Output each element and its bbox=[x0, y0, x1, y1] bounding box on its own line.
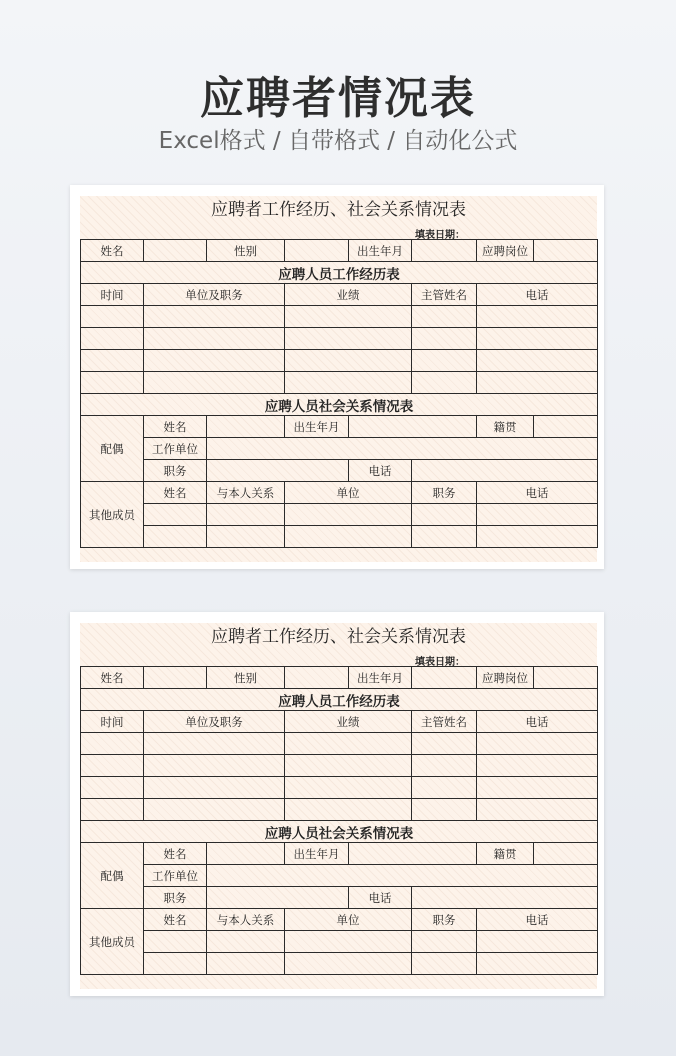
work-time-cell[interactable] bbox=[81, 799, 144, 821]
birth-value-cell[interactable] bbox=[412, 240, 477, 262]
position-value-cell[interactable] bbox=[534, 667, 598, 689]
spouse-name-label: 姓名 bbox=[144, 843, 207, 865]
work-supervisor-cell[interactable] bbox=[412, 755, 477, 777]
others-entry-row bbox=[81, 526, 598, 548]
work-performance-cell[interactable] bbox=[285, 328, 412, 350]
work-header-time: 时间 bbox=[81, 284, 144, 306]
others-header-phone: 电话 bbox=[477, 482, 598, 504]
spouse-name-cell[interactable] bbox=[207, 416, 285, 438]
others-relation-cell[interactable] bbox=[207, 953, 285, 975]
work-supervisor-cell[interactable] bbox=[412, 777, 477, 799]
page-subtitle: Excel格式 / 自带格式 / 自动化公式 bbox=[158, 128, 518, 154]
work-unit-cell[interactable] bbox=[144, 777, 285, 799]
work-entry-row bbox=[81, 733, 598, 755]
spouse-name-cell[interactable] bbox=[207, 843, 285, 865]
others-header-relation: 与本人关系 bbox=[207, 482, 285, 504]
work-phone-cell[interactable] bbox=[477, 777, 598, 799]
spouse-row-3 bbox=[81, 460, 598, 482]
spouse-phone-cell[interactable] bbox=[412, 460, 598, 482]
spreadsheet-sheet bbox=[80, 623, 597, 989]
others-label: 其他成员 bbox=[81, 482, 144, 548]
birth-label: 出生年月 bbox=[349, 240, 412, 262]
position-value-cell[interactable] bbox=[534, 240, 598, 262]
work-entry-row bbox=[81, 350, 598, 372]
others-label: 其他成员 bbox=[81, 909, 144, 975]
gender-label: 性别 bbox=[207, 667, 285, 689]
spouse-native-label: 籍贯 bbox=[477, 416, 534, 438]
work-entry-row bbox=[81, 777, 598, 799]
spouse-label: 配偶 bbox=[81, 416, 144, 482]
form-table bbox=[80, 666, 598, 975]
spouse-workplace-label: 工作单位 bbox=[144, 865, 207, 887]
spouse-row-2 bbox=[81, 865, 598, 887]
spouse-phone-label: 电话 bbox=[349, 460, 412, 482]
work-performance-cell[interactable] bbox=[285, 755, 412, 777]
page-title: 应聘者情况表 bbox=[200, 73, 476, 124]
fill-date-label: 填表日期： bbox=[415, 230, 465, 241]
spouse-phone-label: 电话 bbox=[349, 887, 412, 909]
work-time-cell[interactable] bbox=[81, 328, 144, 350]
spouse-native-label: 籍贯 bbox=[477, 843, 534, 865]
work-header-performance: 业绩 bbox=[285, 284, 412, 306]
others-header-name: 姓名 bbox=[144, 909, 207, 931]
spouse-duty-cell[interactable] bbox=[207, 887, 349, 909]
spouse-birth-label: 出生年月 bbox=[285, 416, 349, 438]
spouse-workplace-cell[interactable] bbox=[207, 865, 598, 887]
work-phone-cell[interactable] bbox=[477, 372, 598, 394]
spouse-duty-label: 职务 bbox=[144, 460, 207, 482]
work-unit-cell[interactable] bbox=[144, 350, 285, 372]
others-entry-row bbox=[81, 953, 598, 975]
work-header-unit-duty: 单位及职务 bbox=[144, 284, 285, 306]
others-name-cell[interactable] bbox=[144, 526, 207, 548]
others-header-name: 姓名 bbox=[144, 482, 207, 504]
form-preview-card bbox=[70, 185, 604, 569]
others-duty-cell[interactable] bbox=[412, 526, 477, 548]
work-supervisor-cell[interactable] bbox=[412, 733, 477, 755]
others-phone-cell[interactable] bbox=[477, 931, 598, 953]
others-relation-cell[interactable] bbox=[207, 526, 285, 548]
others-header-relation: 与本人关系 bbox=[207, 909, 285, 931]
work-supervisor-cell[interactable] bbox=[412, 328, 477, 350]
spouse-phone-cell[interactable] bbox=[412, 887, 598, 909]
others-name-cell[interactable] bbox=[144, 953, 207, 975]
work-time-cell[interactable] bbox=[81, 733, 144, 755]
others-name-cell[interactable] bbox=[144, 504, 207, 526]
work-header-phone: 电话 bbox=[477, 711, 598, 733]
others-unit-cell[interactable] bbox=[285, 526, 412, 548]
spouse-label: 配偶 bbox=[81, 843, 144, 909]
spouse-row-3 bbox=[81, 887, 598, 909]
others-header-phone: 电话 bbox=[477, 909, 598, 931]
spouse-birth-cell[interactable] bbox=[349, 843, 477, 865]
social-section-row bbox=[81, 821, 598, 843]
others-unit-cell[interactable] bbox=[285, 931, 412, 953]
spouse-workplace-label: 工作单位 bbox=[144, 438, 207, 460]
others-unit-cell[interactable] bbox=[285, 504, 412, 526]
work-time-cell[interactable] bbox=[81, 306, 144, 328]
social-section-title: 应聘人员社会关系情况表 bbox=[81, 394, 598, 416]
position-label: 应聘岗位 bbox=[477, 667, 534, 689]
work-performance-cell[interactable] bbox=[285, 777, 412, 799]
others-header-duty: 职务 bbox=[412, 482, 477, 504]
name-value-cell[interactable] bbox=[144, 667, 207, 689]
sheet-title: 应聘者工作经历、社会关系情况表 bbox=[211, 627, 466, 647]
work-phone-cell[interactable] bbox=[477, 328, 598, 350]
others-phone-cell[interactable] bbox=[477, 526, 598, 548]
work-time-cell[interactable] bbox=[81, 777, 144, 799]
spouse-birth-cell[interactable] bbox=[349, 416, 477, 438]
work-time-cell[interactable] bbox=[81, 372, 144, 394]
work-unit-cell[interactable] bbox=[144, 733, 285, 755]
spouse-native-cell[interactable] bbox=[534, 843, 598, 865]
info-row bbox=[81, 667, 598, 689]
others-entry-row bbox=[81, 504, 598, 526]
gender-value-cell[interactable] bbox=[285, 667, 349, 689]
position-label: 应聘岗位 bbox=[477, 240, 534, 262]
work-section-row bbox=[81, 262, 598, 284]
others-duty-cell[interactable] bbox=[412, 504, 477, 526]
work-phone-cell[interactable] bbox=[477, 350, 598, 372]
sheet-title: 应聘者工作经历、社会关系情况表 bbox=[211, 200, 466, 220]
spouse-duty-label: 职务 bbox=[144, 887, 207, 909]
work-supervisor-cell[interactable] bbox=[412, 306, 477, 328]
work-supervisor-cell[interactable] bbox=[412, 372, 477, 394]
work-entry-row bbox=[81, 799, 598, 821]
social-section-title: 应聘人员社会关系情况表 bbox=[81, 821, 598, 843]
work-supervisor-cell[interactable] bbox=[412, 350, 477, 372]
others-relation-cell[interactable] bbox=[207, 504, 285, 526]
social-section-row bbox=[81, 394, 598, 416]
work-section-row bbox=[81, 689, 598, 711]
birth-value-cell[interactable] bbox=[412, 667, 477, 689]
work-time-cell[interactable] bbox=[81, 350, 144, 372]
work-entry-row bbox=[81, 306, 598, 328]
work-header-unit-duty: 单位及职务 bbox=[144, 711, 285, 733]
work-performance-cell[interactable] bbox=[285, 350, 412, 372]
work-entry-row bbox=[81, 328, 598, 350]
others-header-unit: 单位 bbox=[285, 909, 412, 931]
work-entry-row bbox=[81, 755, 598, 777]
others-header-unit: 单位 bbox=[285, 482, 412, 504]
spouse-workplace-cell[interactable] bbox=[207, 438, 598, 460]
name-label: 姓名 bbox=[81, 240, 144, 262]
work-unit-cell[interactable] bbox=[144, 328, 285, 350]
work-phone-cell[interactable] bbox=[477, 306, 598, 328]
spouse-name-label: 姓名 bbox=[144, 416, 207, 438]
work-header-supervisor: 主管姓名 bbox=[412, 711, 477, 733]
work-header-row bbox=[81, 711, 598, 733]
spouse-native-cell[interactable] bbox=[534, 416, 598, 438]
work-header-supervisor: 主管姓名 bbox=[412, 284, 477, 306]
form-preview-card bbox=[70, 612, 604, 996]
work-header-time: 时间 bbox=[81, 711, 144, 733]
work-performance-cell[interactable] bbox=[285, 372, 412, 394]
work-header-row bbox=[81, 284, 598, 306]
work-header-performance: 业绩 bbox=[285, 711, 412, 733]
work-phone-cell[interactable] bbox=[477, 799, 598, 821]
work-performance-cell[interactable] bbox=[285, 306, 412, 328]
work-section-title: 应聘人员工作经历表 bbox=[81, 689, 598, 711]
work-supervisor-cell[interactable] bbox=[412, 799, 477, 821]
birth-label: 出生年月 bbox=[349, 667, 412, 689]
work-phone-cell[interactable] bbox=[477, 755, 598, 777]
others-phone-cell[interactable] bbox=[477, 504, 598, 526]
gender-value-cell[interactable] bbox=[285, 240, 349, 262]
work-performance-cell[interactable] bbox=[285, 799, 412, 821]
others-relation-cell[interactable] bbox=[207, 931, 285, 953]
spouse-row-2 bbox=[81, 438, 598, 460]
work-unit-cell[interactable] bbox=[144, 372, 285, 394]
others-phone-cell[interactable] bbox=[477, 953, 598, 975]
spouse-row-1 bbox=[81, 843, 598, 865]
fill-date-label: 填表日期： bbox=[415, 657, 465, 668]
work-section-title: 应聘人员工作经历表 bbox=[81, 262, 598, 284]
work-time-cell[interactable] bbox=[81, 755, 144, 777]
gender-label: 性别 bbox=[207, 240, 285, 262]
others-duty-cell[interactable] bbox=[412, 953, 477, 975]
others-entry-row bbox=[81, 931, 598, 953]
spouse-birth-label: 出生年月 bbox=[285, 843, 349, 865]
work-performance-cell[interactable] bbox=[285, 733, 412, 755]
others-header-row bbox=[81, 482, 598, 504]
work-entry-row bbox=[81, 372, 598, 394]
work-phone-cell[interactable] bbox=[477, 733, 598, 755]
others-unit-cell[interactable] bbox=[285, 953, 412, 975]
others-duty-cell[interactable] bbox=[412, 931, 477, 953]
form-table bbox=[80, 239, 598, 548]
name-label: 姓名 bbox=[81, 667, 144, 689]
work-unit-cell[interactable] bbox=[144, 755, 285, 777]
spouse-duty-cell[interactable] bbox=[207, 460, 349, 482]
others-header-row bbox=[81, 909, 598, 931]
others-name-cell[interactable] bbox=[144, 931, 207, 953]
spreadsheet-sheet bbox=[80, 196, 597, 562]
work-unit-cell[interactable] bbox=[144, 306, 285, 328]
work-header-phone: 电话 bbox=[477, 284, 598, 306]
work-unit-cell[interactable] bbox=[144, 799, 285, 821]
info-row bbox=[81, 240, 598, 262]
others-header-duty: 职务 bbox=[412, 909, 477, 931]
name-value-cell[interactable] bbox=[144, 240, 207, 262]
spouse-row-1 bbox=[81, 416, 598, 438]
